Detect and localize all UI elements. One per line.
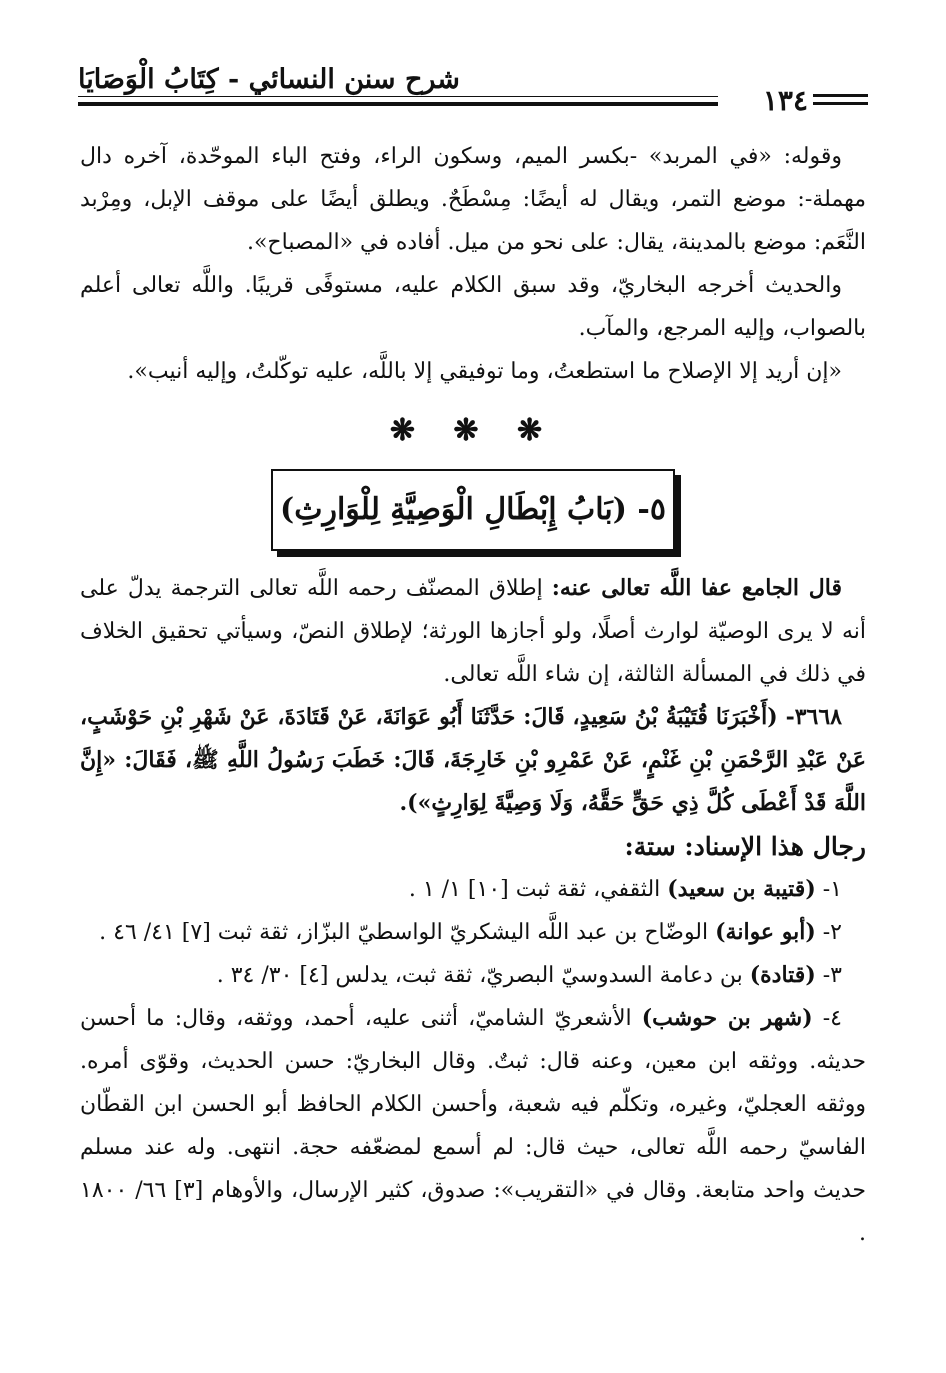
page-number: ١٣٤ [762,84,808,117]
narrator-description: الثقفي، ثقة ثبت [١٠] ١/ ١ . [408,877,668,902]
narrator-number: ٢- [815,920,842,945]
section-separator: ❋ ❋ ❋ [389,413,557,448]
commentary-paragraph [80,567,866,696]
narrator-item [80,868,866,911]
narrator-name: (أبو عوانة) [715,919,816,945]
header-rule-thin [78,96,718,97]
narrator-item [80,911,866,954]
chapter-title-box [271,469,675,551]
narrator-description: الأشعريّ الشاميّ، أثنى عليه، أحمد، ووثقه، وقال: ما أحسن حديثه. ووثقه ابن معين، وعنه قال: ثبتٌ. وقال البخاريّ: حسن الحديث، وقوّى أمره. ووثقه العجليّ، وغيره، وتكلّم فيه شعبة، وأحسن الكلام الحافظ أبو الحسن ابن القطّان الفاسيّ رحمه اللَّه تعالى، حيث قال: لم أسمع لمضعّفه حجة. انتهى. وله عند مسلم حديث واحد متابعة. وقال في «التقريب»: صدوق، كثير الإرسال، والأوهام [٣] ٦٦/ ١٨٠٠ . [80,1006,867,1246]
narrator-name: (قتادة) [749,962,816,988]
narrator-item [80,997,866,1255]
narrator-name: (شهر بن حوشب) [641,1005,813,1031]
narrators-heading: رجال هذا الإسناد: ستة: [624,832,866,861]
header-title: شرح سنن النسائي - كِتَابُ الْوَصَايَا [78,64,460,95]
paragraph-closing-dua: «إن أريد إلا الإصلاح ما استطعتُ، وما توفيقي إلا باللَّه، عليه توكّلتُ، وإليه أنيب». [127,359,842,384]
running-header [78,58,868,118]
paragraph-mirbad: وقوله: «في المربد» -بكسر الميم، وسكون الراء، وفتح الباء الموحّدة، آخره دال مهملة-: موضع التمر، ويقال له أيضًا: مِسْطَحٌ. ويطلق أيضًا على موقف الإبل، ومِرْبد النَّعَم: موضع بالمدينة، يقال: على نحو من ميل. أفاده في «المصباح». [80,144,866,255]
narrator-description: الوضّاح بن عبد اللَّه اليشكريّ الواسطيّ البزّاز، ثقة ثبت [٧] ٤١/ ٤٦ . [99,920,716,945]
commentary-text: إطلاق المصنّف رحمه اللَّه تعالى الترجمة يدلّ على أنه لا يرى الوصيّة لوارث أصلًا، ولو أجازها الورثة؛ لإطلاق النصّ، وسيأتي تحقيق الخلاف في ذلك في المسألة الثالثة، إن شاء اللَّه تعالى. [80,576,866,687]
narrator-number: ٤- [812,1006,842,1031]
header-rule-thick [78,102,718,106]
narrator-number: ١- [815,877,842,902]
paragraph-hadith-source: والحديث أخرجه البخاريّ، وقد سبق الكلام عليه، مستوفًى قريبًا. واللَّه تعالى أعلم بالصواب، وإليه المرجع، والمآب. [80,273,866,341]
page-number-rule-bottom [813,102,868,105]
chapter-title: ٥- (بَابُ إِبْطَالِ الْوَصِيَّةِ لِلْوَارِثِ) [280,492,666,527]
narrator-description: بن دعامة السدوسيّ البصريّ، ثقة ثبت، يدلس [٤] ٣٠/ ٣٤ . [216,963,750,988]
hadith-paragraph: ٣٦٦٨- (أَخْبَرَنَا قُتَيْبَةُ بْنُ سَعِيدٍ، قَالَ: حَدَّثَنَا أَبُو عَوَانَةَ، عَنْ قَتَادَةَ، عَنْ شَهْرِ بْنِ حَوْشَبٍ، عَنْ عَبْدِ الرَّحْمَنِ بْنِ غَنْمٍ، عَنْ عَمْرِو بْنِ خَارِجَةَ، قَالَ: خَطَبَ رَسُولُ اللَّهِ ﷺ، فَقَالَ: «إِنَّ اللَّهَ قَدْ أَعْطَى كُلَّ ذِي حَقٍّ حَقَّهُ، وَلَا وَصِيَّةَ لِوَارِثٍ»). [80,704,866,816]
narrator-item [80,954,866,997]
commentary-lead: قال الجامع عفا اللَّه تعالى عنه: [551,575,842,601]
narrator-number: ٣- [815,963,842,988]
page-body [80,135,866,1255]
narrator-name: (قتيبة بن سعيد) [667,876,816,902]
page-number-rule-top [813,94,868,97]
